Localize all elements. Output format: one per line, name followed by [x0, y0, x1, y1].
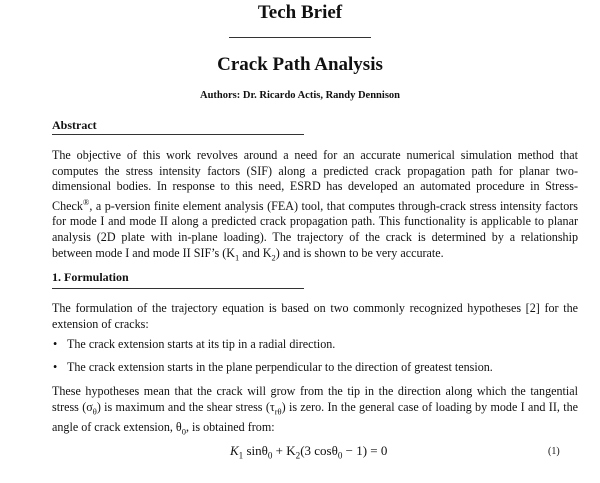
document-title: Crack Path Analysis	[217, 54, 383, 75]
formulation-intro: The formulation of the trajectory equation is based on two commonly recognized hypotheses [2] for the extension of cracks:	[52, 301, 578, 331]
formulation-heading-rule	[52, 288, 304, 289]
abstract-heading-rule	[52, 134, 304, 135]
hypotheses-list	[52, 337, 578, 383]
bullet-icon: •	[53, 337, 58, 351]
list-item: • The crack extension starts at its tip in a radial direction.	[53, 337, 336, 351]
formulation-heading: 1. Formulation	[52, 270, 129, 284]
document-type: Tech Brief	[257, 2, 343, 23]
hypotheses-explanation: These hypotheses mean that the crack will grow from the tip in the direction along which the tangential stress $(\sigma_\theta)$ is maximum and the shear stress $(\tau_{r\theta})$ is zero. In the general case of loading by mode I and II, the angle of crack extension, $\theta_0$, is obtained from:	[52, 384, 578, 436]
equation-number: (1)	[548, 446, 560, 457]
crack-angle-equation: $K_1$ $\sin\theta_0 + K_2(3$ cosθ$_0$ − 1) = 0	[230, 443, 388, 461]
abstract-paragraph: The objective of this work revolves around a need for an accurate numerical simulation method that computes the stress intensity factors (SIF) along a predicted crack propagation path for planar two-dimensional bodies. In response to this need, ESRD has developed an automated procedure in Stress-Check®, a p-version finite element analysis (FEA) tool, that computes through-crack stress intensity factors for mode I and mode II along a predicted crack propagation path. This functionality is applicable to planar analysis (2D plate with in-plane loading). The trajectory of the crack is determined by a relationship between mode I and mode II SIF’s ($K_1$ and $K_2$) and is shown to be very accurate.	[52, 148, 578, 262]
bullet-icon: •	[53, 360, 58, 374]
abstract-heading: Abstract	[52, 118, 97, 132]
list-item: • The crack extension starts in the plane perpendicular to the direction of greatest tension.	[53, 360, 493, 374]
title-divider	[229, 37, 371, 38]
authors-line: Authors: Dr. Ricardo Actis, Randy Dennison	[199, 90, 400, 101]
